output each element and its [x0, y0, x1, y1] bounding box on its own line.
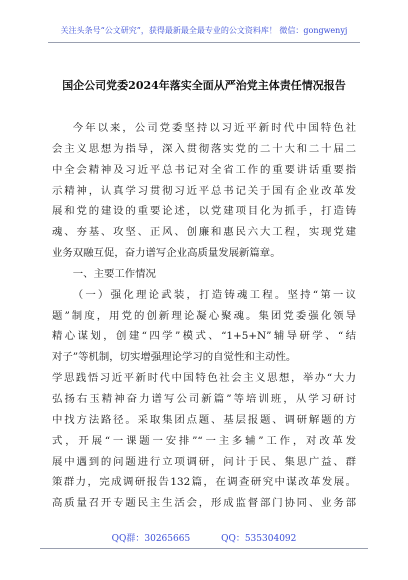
- paragraph-line: 今年以来，公司党委坚持以习近平新时代中国特色社: [72, 122, 356, 134]
- contact-footer: [40, 534, 368, 545]
- paragraph-line: 展中遇到的问题进行立项调研，问计于民、集思广益、群: [52, 455, 356, 468]
- qq-contact-label: QQ：535304092: [221, 534, 297, 544]
- paragraph-line: 业务双融互促，奋力谱写企业高质量发展新篇章。: [52, 247, 281, 260]
- section-heading: 一、主要工作情况: [72, 267, 156, 280]
- paragraph-line: 示精神，认真学习贯彻习近平总书记关于国有企业改革发: [52, 184, 356, 197]
- document-title: 国企公司党委2024年落实全面从严治党主体责任情况报告: [62, 79, 346, 92]
- paragraph-line: 精心谋划，创建“四学”模式、“1+5+N”辅导研学、“结: [52, 330, 356, 343]
- paragraph-line: 策群力，完成调研报告132篇，在调查研究中谋改革发展。: [52, 476, 356, 489]
- paragraph-line: 题”制度，用党的创新理论凝心聚魂。集团党委强化领导: [52, 309, 356, 322]
- paragraph-line: 学思践悟习近平新时代中国特色社会主义思想，举办“大力: [52, 372, 356, 385]
- paragraph-line: 展和党的建设的重要论述，以党建项目化为抓手，打造铸: [52, 205, 356, 218]
- header-divider: [48, 42, 360, 43]
- paragraph-line: 对子”等机制，切实增强理论学习的自觉性和主动性。: [52, 351, 297, 364]
- paragraph-line: 弘扬右玉精神奋力谱写公司新篇”等培训班，从学习研讨: [52, 392, 356, 405]
- footer-divider: [40, 548, 368, 549]
- paragraph-line: 魂、夯基、攻坚、正风、创廉和惠民六大工程，实现党建: [52, 226, 356, 239]
- paragraph-line: 中找方法路径。采取集团点题、基层报题、调研解题的方: [52, 413, 356, 426]
- paragraph-line: （一）强化理论武装，打造铸魂工程。坚持“第一议: [72, 288, 356, 301]
- paragraph-line: 中全会精神及习近平总书记对全省工作的重要讲话重要指: [52, 163, 356, 176]
- qq-group-label: QQ群：30265665: [111, 534, 191, 544]
- promo-banner: 关注头条号“公文研究”，获得最新最全最专业的公文资料库！ 微信：gongwenyj: [60, 26, 348, 35]
- paragraph-line: 式，开展“一课题一安排”“一主多辅”工作，对改革发: [52, 434, 356, 447]
- paragraph-line: 会主义思想为指导，深入贯彻落实党的二十大和二十届二: [52, 142, 356, 155]
- paragraph-line: 高质量召开专题民主生活会，形成监督部门协同、业务部: [52, 497, 356, 510]
- document-body: [52, 118, 356, 514]
